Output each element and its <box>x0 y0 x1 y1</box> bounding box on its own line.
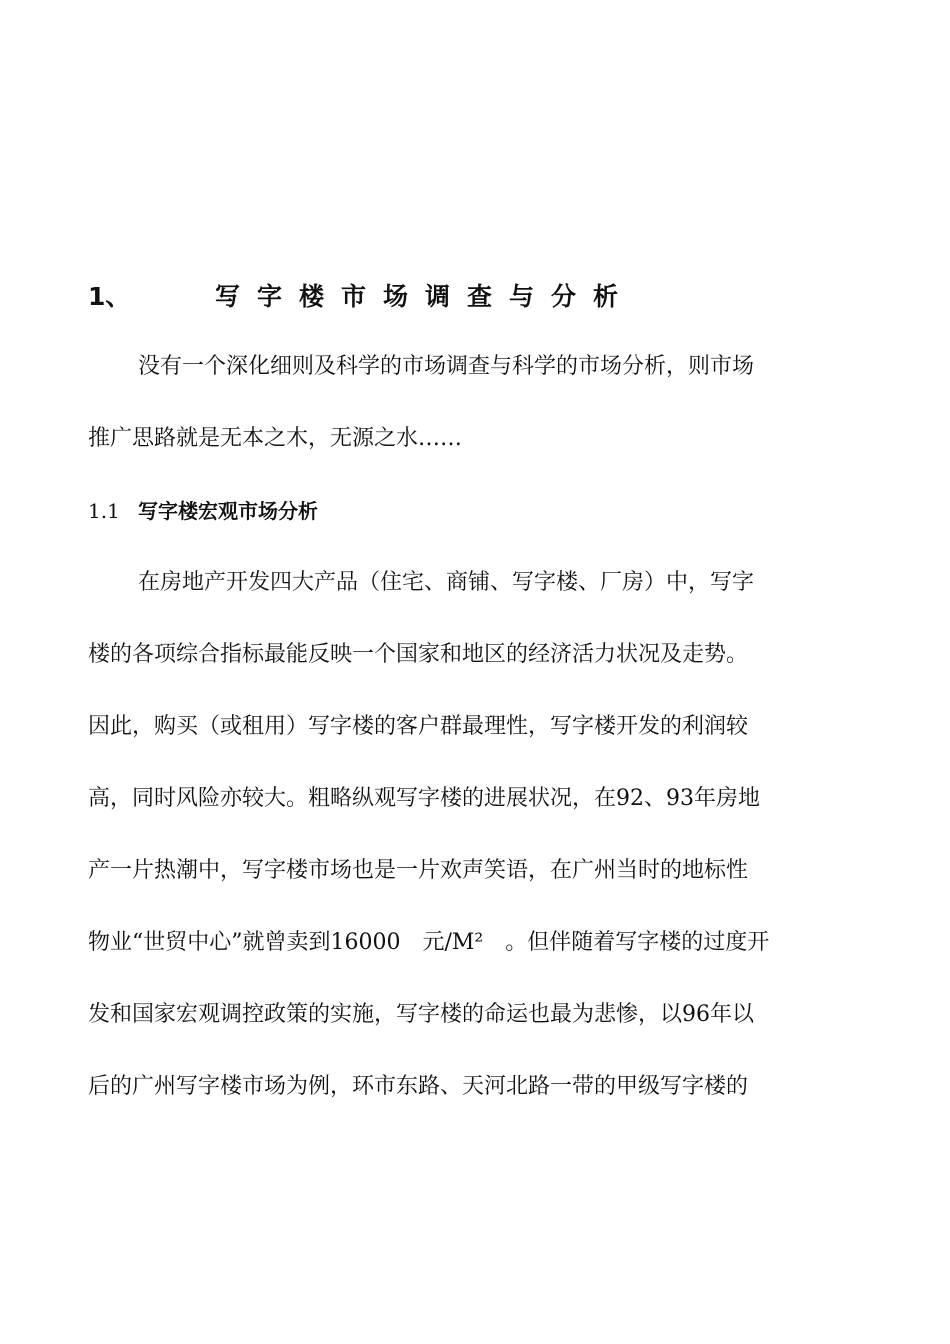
subsection-heading <box>88 496 318 526</box>
subsection-number: 1.1 <box>88 499 120 523</box>
section-heading <box>88 280 635 314</box>
intro-line-1: 没有一个深化细则及科学的市场调查与科学的市场分析，则市场 <box>138 354 755 379</box>
body-line-2: 楼的各项综合指标最能反映一个国家和地区的经济活力状况及走势。 <box>88 642 749 667</box>
body-line-7: 发和国家宏观调控政策的实施，写字楼的命运也最为悲惨，以96年以 <box>88 1002 754 1027</box>
section-number: 1、 <box>88 282 131 311</box>
body-line-3: 因此，购买（或租用）写字楼的客户群最理性，写字楼开发的利润较 <box>88 714 749 739</box>
intro-line-2: 推广思路就是无本之木，无源之水…… <box>88 426 463 451</box>
subsection-title: 写字楼宏观市场分析 <box>138 499 318 523</box>
section-title: 写字楼市场调查与分析 <box>215 282 636 311</box>
body-line-8: 后的广州写字楼市场为例，环市东路、天河北路一带的甲级写字楼的 <box>88 1074 749 1099</box>
body-line-4: 高，同时风险亦较大。粗略纵观写字楼的进展状况，在92、93年房地 <box>88 786 760 811</box>
body-line-5: 产一片热潮中，写字楼市场也是一片欢声笑语，在广州当时的地标性 <box>88 858 749 883</box>
body-line-1: 在房地产开发四大产品（住宅、商铺、写字楼、厂房）中，写字 <box>138 570 755 595</box>
body-line-6: 物业“世贸中心”就曾卖到16000 元/M² 。但伴随着写字楼的过度开 <box>88 930 770 955</box>
